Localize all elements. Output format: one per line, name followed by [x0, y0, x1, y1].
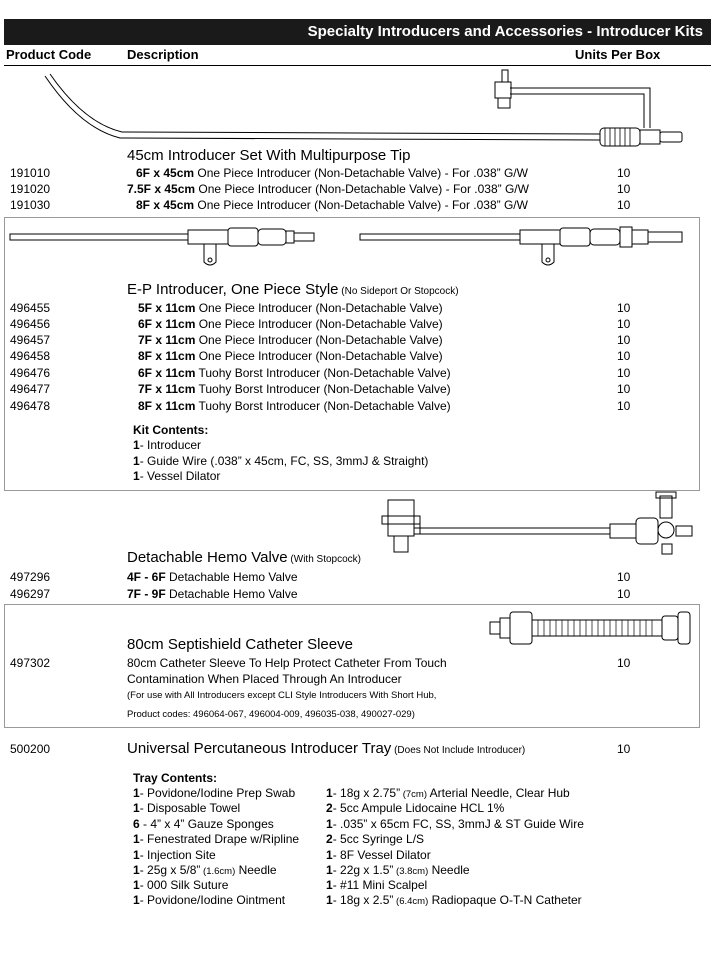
item-rest: Needle: [235, 863, 277, 877]
tray-item: [133, 893, 285, 907]
tray-item: [133, 832, 299, 846]
kit-title: Kit Contents:: [133, 423, 209, 437]
desc-text: One Piece Introducer (Non-Detachable Valve) - For .038” G/W: [195, 182, 529, 196]
description-line: Contamination When Placed Through An Introducer: [127, 672, 402, 686]
kit-item: [133, 438, 201, 452]
qty: 1: [326, 848, 333, 862]
header-bar: [4, 19, 711, 45]
tray-item: [326, 848, 431, 862]
subtitle: (No Sideport Or Stopcock): [338, 286, 459, 297]
item-metric: (1.6cm): [200, 866, 236, 877]
qty: 1: [133, 848, 140, 862]
desc-text: Detachable Hemo Valve: [165, 587, 298, 601]
product-code: 496477: [10, 382, 51, 396]
qty: 1: [326, 878, 333, 892]
units: 10: [617, 301, 631, 315]
tray-item: [326, 863, 470, 877]
qty: 2: [326, 801, 333, 815]
qty: 1: [133, 454, 140, 468]
qty: 1: [326, 893, 333, 907]
product-code: 191010: [10, 166, 51, 180]
tray-item: [133, 848, 216, 862]
item: - Povidone/Iodine Prep Swab: [139, 786, 296, 800]
item: - Introducer: [139, 438, 202, 452]
item: - 5cc Ampule Lidocaine HCL 1%: [332, 801, 505, 815]
tray-item: [133, 817, 274, 831]
size: 8F x 45cm: [136, 198, 195, 212]
tray-item: [133, 786, 295, 800]
size: 6F x 11cm: [138, 366, 196, 380]
hemo-valve-illustration: [380, 490, 700, 560]
tray-item: [326, 878, 427, 892]
units: 10: [617, 399, 631, 413]
desc-text: One Piece Introducer (Non-Detachable Valve) - For .038” G/W: [194, 198, 528, 212]
section-title: 45cm Introducer Set With Multipurpose Tip: [127, 147, 411, 164]
usage-note: (For use with All Introducers except CLI Style Introducers With Short Hub,: [127, 690, 437, 701]
size: 7F x 11cm: [138, 333, 196, 347]
item: - 4” x 4” Gauze Sponges: [139, 817, 274, 831]
qty: 1: [326, 786, 333, 800]
desc-text: Tuohy Borst Introducer (Non-Detachable Valve): [195, 399, 451, 413]
desc-text: One Piece Introducer (Non-Detachable Valve): [195, 317, 443, 331]
description: [138, 301, 443, 315]
tray-item: [326, 893, 582, 907]
product-code: 497296: [10, 570, 51, 584]
qty: 1: [133, 893, 140, 907]
item: - 8F Vessel Dilator: [332, 848, 431, 862]
product-code: 496456: [10, 317, 51, 331]
item: - 22g x 1.5”: [332, 863, 394, 877]
header-rule: [4, 65, 711, 66]
usage-note: Product codes: 496064-067, 496004-009, 496035-038, 490027-029): [127, 709, 415, 720]
product-code: 496478: [10, 399, 51, 413]
item: - .035” x 65cm FC, SS, 3mmJ & ST Guide Wire: [332, 817, 584, 831]
title-text: Detachable Hemo Valve: [127, 549, 288, 566]
item: - 5cc Syringe L/S: [332, 832, 425, 846]
product-code: 191020: [10, 182, 51, 196]
tray-item: [133, 878, 228, 892]
title-text: Universal Percutaneous Introducer Tray: [127, 740, 392, 757]
qty: 1: [133, 801, 140, 815]
product-code: 496455: [10, 301, 51, 315]
item-rest: Radiopaque O-T-N Catheter: [428, 893, 582, 907]
units: 10: [617, 656, 631, 670]
tray-item: [326, 817, 584, 831]
units: 10: [617, 382, 631, 396]
col-product-code: Product Code: [6, 47, 92, 62]
size: 8F x 11cm: [138, 399, 196, 413]
qty: 1: [133, 863, 140, 877]
col-units-per-box: Units Per Box: [575, 47, 661, 62]
tray-item: [133, 863, 277, 877]
desc-text: Detachable Hemo Valve: [165, 570, 298, 584]
section-title: [127, 549, 361, 566]
subtitle: (With Stopcock): [287, 554, 362, 565]
product-code: 496476: [10, 366, 51, 380]
size: 4F - 6F: [127, 570, 166, 584]
units: 10: [617, 366, 631, 380]
description-line: 80cm Catheter Sleeve To Help Protect Catheter From Touch: [127, 656, 447, 670]
units: 10: [617, 349, 631, 363]
qty: 1: [133, 469, 140, 483]
description: [127, 587, 298, 601]
description: [138, 399, 451, 413]
description: [136, 166, 528, 180]
description: [138, 317, 443, 331]
tray-item: [326, 801, 504, 815]
size: 8F x 11cm: [138, 349, 196, 363]
product-code: 191030: [10, 198, 51, 212]
product-code: 496458: [10, 349, 51, 363]
size: 7F - 9F: [127, 587, 166, 601]
units: 10: [617, 166, 631, 180]
item: - Guide Wire (.038” x 45cm, FC, SS, 3mmJ & Straight): [139, 454, 429, 468]
ep-introducer-illustration: [8, 222, 698, 272]
item-metric: (6.4cm): [393, 896, 429, 907]
units: 10: [617, 742, 631, 756]
units: 10: [617, 317, 631, 331]
size: 6F x 45cm: [136, 166, 195, 180]
product-code: 497302: [10, 656, 51, 670]
qty: 2: [326, 832, 333, 846]
units: 10: [617, 570, 631, 584]
item: - Disposable Towel: [139, 801, 241, 815]
product-code: 496297: [10, 587, 51, 601]
item: - 000 Silk Suture: [139, 878, 229, 892]
tray-item: [326, 786, 570, 800]
desc-text: One Piece Introducer (Non-Detachable Valve): [195, 333, 443, 347]
item: - Vessel Dilator: [139, 469, 221, 483]
qty: 6: [133, 817, 140, 831]
item: - Fenestrated Drape w/Ripline: [139, 832, 300, 846]
item: - 18g x 2.5”: [332, 893, 394, 907]
description: [138, 366, 451, 380]
description: [138, 349, 443, 363]
product-code: 496457: [10, 333, 51, 347]
size: 5F x 11cm: [138, 301, 196, 315]
item: - Povidone/Iodine Ointment: [139, 893, 286, 907]
product-code: 500200: [10, 742, 51, 756]
section-title: 80cm Septishield Catheter Sleeve: [127, 636, 353, 653]
qty: 1: [133, 878, 140, 892]
size: 7.5F x 45cm: [127, 182, 196, 196]
units: 10: [617, 333, 631, 347]
size: 7F x 11cm: [138, 382, 196, 396]
desc-text: One Piece Introducer (Non-Detachable Valve): [195, 301, 443, 315]
item: - 25g x 5/8”: [139, 863, 201, 877]
item-metric: (7cm): [400, 789, 427, 800]
description: [127, 570, 298, 584]
tray-title: Tray Contents:: [133, 771, 218, 785]
section-title: [127, 740, 525, 757]
description: [127, 182, 529, 196]
qty: 1: [133, 438, 140, 452]
units: 10: [617, 198, 631, 212]
kit-item: [133, 454, 428, 468]
size: 6F x 11cm: [138, 317, 196, 331]
section-title: [127, 281, 459, 298]
page-title: Specialty Introducers and Accessories - Introducer Kits: [307, 23, 703, 40]
description: [138, 333, 443, 347]
qty: 1: [133, 786, 140, 800]
item: - Injection Site: [139, 848, 216, 862]
description: [136, 198, 528, 212]
item: - 18g x 2.75”: [332, 786, 401, 800]
kit-item: [133, 469, 220, 483]
units: 10: [617, 182, 631, 196]
description: [138, 382, 451, 396]
item-rest: Arterial Needle, Clear Hub: [426, 786, 570, 800]
desc-text: Tuohy Borst Introducer (Non-Detachable Valve): [195, 382, 451, 396]
item: - #11 Mini Scalpel: [332, 878, 428, 892]
units: 10: [617, 587, 631, 601]
qty: 1: [326, 863, 333, 877]
title-text: E-P Introducer, One Piece Style: [127, 281, 339, 298]
catheter-sleeve-illustration: [488, 608, 693, 650]
col-description: Description: [127, 47, 199, 62]
desc-text: Tuohy Borst Introducer (Non-Detachable Valve): [195, 366, 451, 380]
item-rest: Needle: [428, 863, 470, 877]
tray-item: [326, 832, 424, 846]
subtitle: (Does Not Include Introducer): [391, 745, 526, 756]
desc-text: One Piece Introducer (Non-Detachable Valve) - For .038” G/W: [194, 166, 528, 180]
desc-text: One Piece Introducer (Non-Detachable Valve): [195, 349, 443, 363]
qty: 1: [133, 832, 140, 846]
tray-item: [133, 801, 240, 815]
item-metric: (3.8cm): [393, 866, 429, 877]
qty: 1: [326, 817, 333, 831]
